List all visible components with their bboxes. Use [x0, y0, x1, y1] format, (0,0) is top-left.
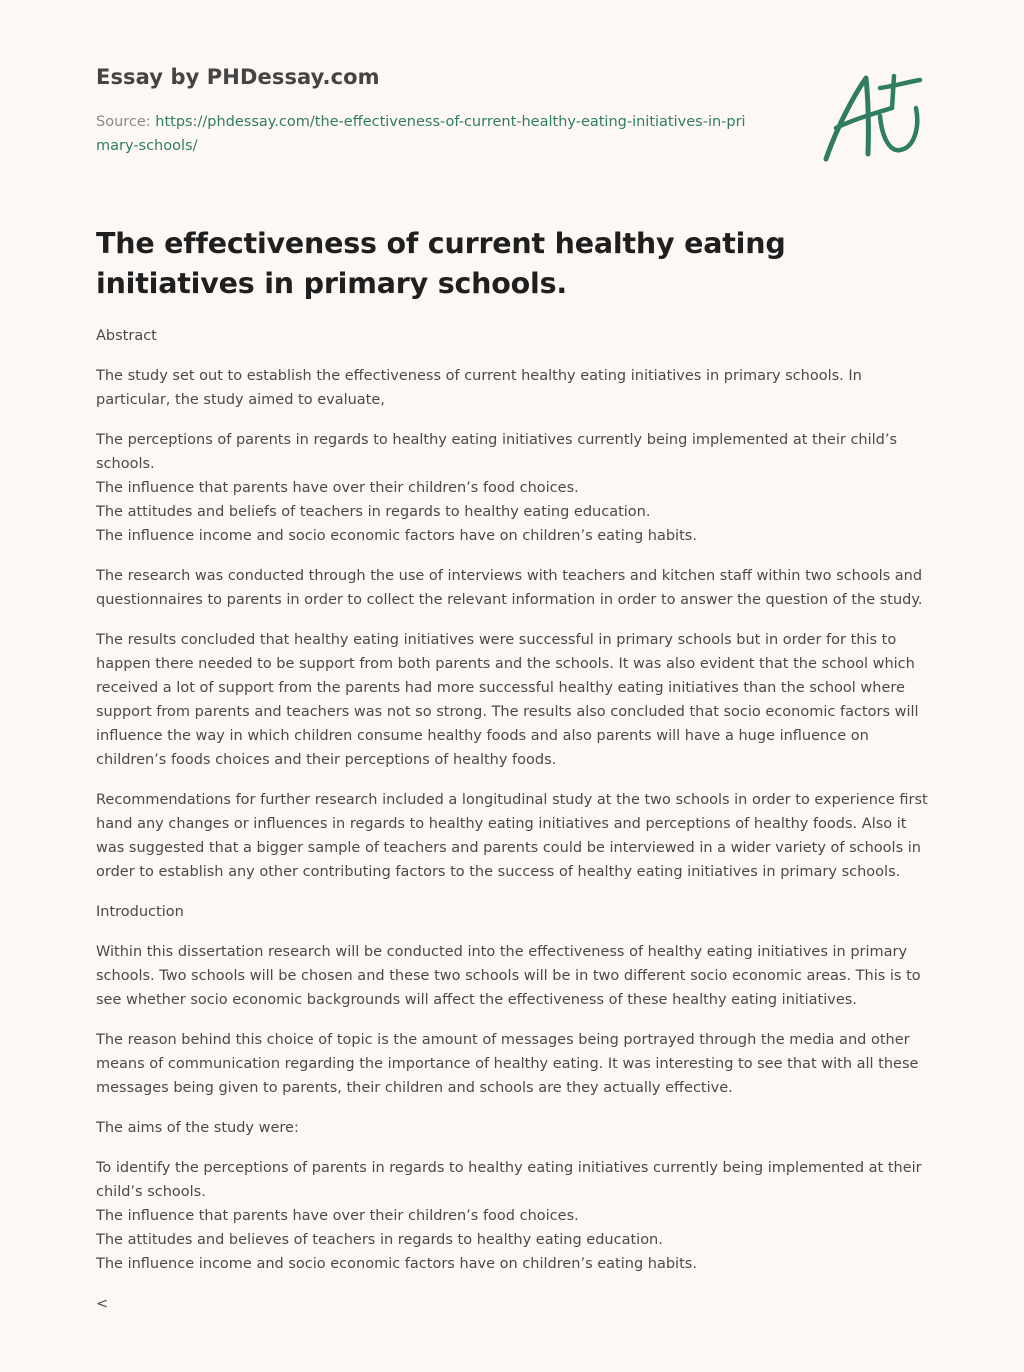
- introduction-paragraph-1: Within this dissertation research will be conducted into the effectiveness of healthy eating initiatives in primary schools. Two schools will be chosen and these two schools will be in two different socio economic areas. This is to see whether socio economic backgrounds will affect the effectiveness of these healthy eating initiatives.: [96, 944, 921, 1008]
- abstract-paragraph-1: The study set out to establish the effectiveness of current healthy eating initiatives in primary schools. In particular, the study aimed to evaluate,: [96, 368, 862, 408]
- site-brand: Essay by PHDessay.com: [96, 65, 380, 89]
- list-item: The attitudes and believes of teachers in regards to healthy eating education.: [96, 1232, 663, 1248]
- abstract-paragraph-4: Recommendations for further research included a longitudinal study at the two schools in order to experience first hand any changes or influences in regards to healthy eating initiatives and perceptions of healthy foods. Also it was suggested that a bigger sample of teachers and parents could be interviewed in a wider variety of schools in order to establish any other contributing factors to the success of healthy eating initiatives in primary schools.: [96, 792, 928, 880]
- abstract-aims-list: [96, 428, 932, 548]
- study-aims-list: [96, 1156, 932, 1276]
- list-item: To identify the perceptions of parents in regards to healthy eating initiatives currently being implemented at their child’s schools.: [96, 1160, 922, 1200]
- list-item: The perceptions of parents in regards to healthy eating initiatives currently being implemented at their child’s schools.: [96, 432, 898, 472]
- abstract-heading: Abstract: [96, 328, 157, 344]
- source-link[interactable]: https://phdessay.com/the-effectiveness-of-current-healthy-eating-initiatives-in-primary-schools/: [96, 114, 746, 154]
- list-item: The influence income and socio economic factors have on children’s eating habits.: [96, 1256, 697, 1272]
- source-label: Source:: [96, 114, 156, 130]
- abstract-paragraph-2: The research was conducted through the use of interviews with teachers and kitchen staff within two schools and questionnaires to parents in order to collect the relevant information in order to answer the question of the study.: [96, 568, 923, 608]
- essay-title: The effectiveness of current healthy eating initiatives in primary schools.: [96, 227, 786, 300]
- abstract-paragraph-3: The results concluded that healthy eating initiatives were successful in primary schools but in order for this to happen there needed to be support from both parents and the schools. It was also evident that the school which received a lot of support from the parents had more successful healthy eating initiatives than the school where support from parents and teachers was not so strong. The results also concluded that socio economic factors will influence the way in which children consume healthy foods and also parents will have a huge influence on children’s foods choices and their perceptions of healthy foods.: [96, 632, 919, 768]
- essay-page: [96, 0, 932, 1312]
- introduction-paragraph-2: The reason behind this choice of topic is the amount of messages being portrayed through the media and other means of communication regarding the importance of healthy eating. It was interesting to see that with all these messages being given to parents, their children and schools are they actually effective.: [96, 1032, 919, 1096]
- source-line: [96, 110, 756, 158]
- list-item: The influence that parents have over their children’s food choices.: [96, 1208, 579, 1224]
- a-plus-grade-icon: [822, 68, 926, 164]
- page-header: [96, 0, 932, 190]
- introduction-heading: Introduction: [96, 904, 184, 920]
- aims-heading: The aims of the study were:: [96, 1120, 299, 1136]
- list-item: The attitudes and beliefs of teachers in regards to healthy eating education.: [96, 504, 651, 520]
- essay-body: [96, 324, 932, 1316]
- continuation-marker: <: [96, 1296, 109, 1312]
- list-item: The influence that parents have over their children’s food choices.: [96, 480, 579, 496]
- list-item: The influence income and socio economic factors have on children’s eating habits.: [96, 528, 697, 544]
